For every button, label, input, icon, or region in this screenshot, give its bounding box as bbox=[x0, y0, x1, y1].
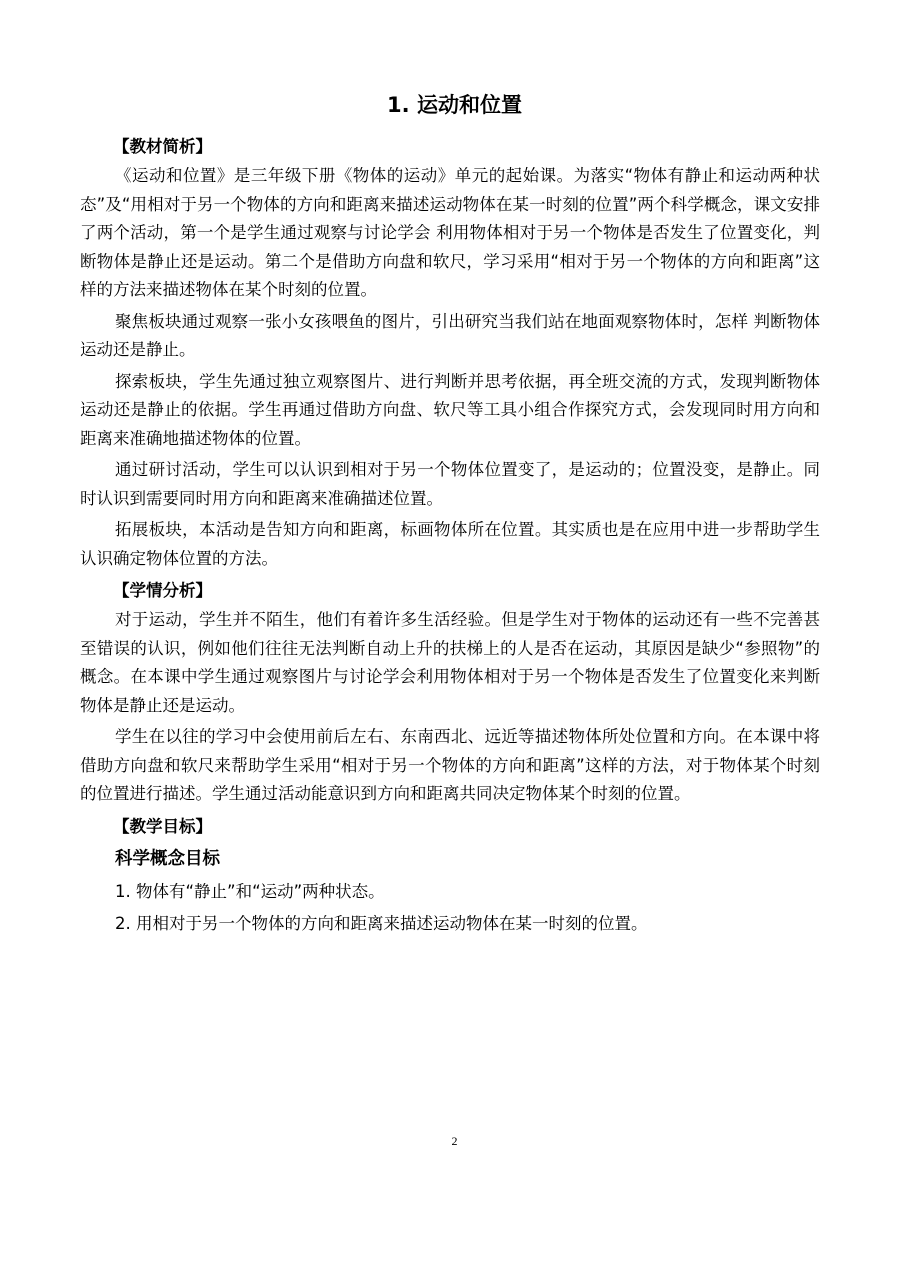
paragraph: 探索板块，学生先通过独立观察图片、进行判断并思考依据，再全班交流的方式，发现判断物体运动还是静止的依据。学生再通过借助方向盘、软尺等工具小组合作探究方式，会发现同时用方向和距离来准确地描述物体的位置。 bbox=[80, 371, 820, 448]
paragraph: 学生在以往的学习中会使用前后左右、东南西北、远近等描述物体所处位置和方向。在本课中将借助方向盘和软尺来帮助学生采用“相对于另一个物体的方向和距离”这样的方法，对于物体某个时刻的位置进行描述。学生通过活动能意识到方向和距离共同决定物体某个时刻的位置。 bbox=[80, 727, 820, 803]
page-title: 1. 运动和位置 bbox=[387, 93, 522, 117]
paragraph: 拓展板块，本活动是告知方向和距离，标画物体所在位置。其实质也是在应用中进一步帮助学生认识确定物体位置的方法。 bbox=[80, 520, 820, 568]
paragraph: 通过研讨活动，学生可以认识到相对于另一个物体位置变了，是运动的；位置没变，是静止。同时认识到需要同时用方向和距离来准确描述位置。 bbox=[80, 460, 820, 508]
paragraph: 《运动和位置》是三年级下册《物体的运动》单元的起始课。为落实“物体有静止和运动两种状态”及“用相对于另一个物体的方向和距离来描述运动物体在某一时刻的位置”两个科学概念，课文安排了两个活动，第一个是学生通过观察与讨论学会 利用物体相对于另一个物体是否发生了位置变化，判断物体是静止还是运动。第二个是借助方向盘和软尺，学习采用“相对于另一个物体的方向和距离”这样的方法来描述物体在某个时刻的位置。 bbox=[80, 166, 820, 299]
section-student-analysis bbox=[80, 576, 820, 809]
section-heading: 【学情分析】 bbox=[113, 581, 212, 600]
list-item: 1. 物体有“静止”和“运动”两种状态。 bbox=[115, 881, 385, 901]
section-textbook-analysis bbox=[80, 132, 820, 573]
section-heading: 【教材简析】 bbox=[113, 137, 212, 156]
paragraph: 聚焦板块通过观察一张小女孩喂鱼的图片，引出研究当我们站在地面观察物体时，怎样 判断物体运动还是静止。 bbox=[80, 311, 820, 359]
paragraph: 对于运动，学生并不陌生，他们有着许多生活经验。但是学生对于物体的运动还有一些不完善甚至错误的认识，例如他们往往无法判断自动上升的扶梯上的人是否在运动，其原因是缺少“参照物”的概念。在本课中学生通过观察图片与讨论学会利用物体相对于另一个物体是否发生了位置变化来判断物体是静止还是运动。 bbox=[80, 610, 820, 715]
page-number: 2 bbox=[451, 1134, 458, 1148]
document-body bbox=[80, 132, 820, 943]
section-heading: 【教学目标】 bbox=[113, 816, 212, 836]
section-subheading: 科学概念目标 bbox=[115, 848, 220, 869]
section-teaching-goals bbox=[80, 812, 820, 939]
list-item: 2. 用相对于另一个物体的方向和距离来描述运动物体在某一时刻的位置。 bbox=[115, 914, 648, 933]
